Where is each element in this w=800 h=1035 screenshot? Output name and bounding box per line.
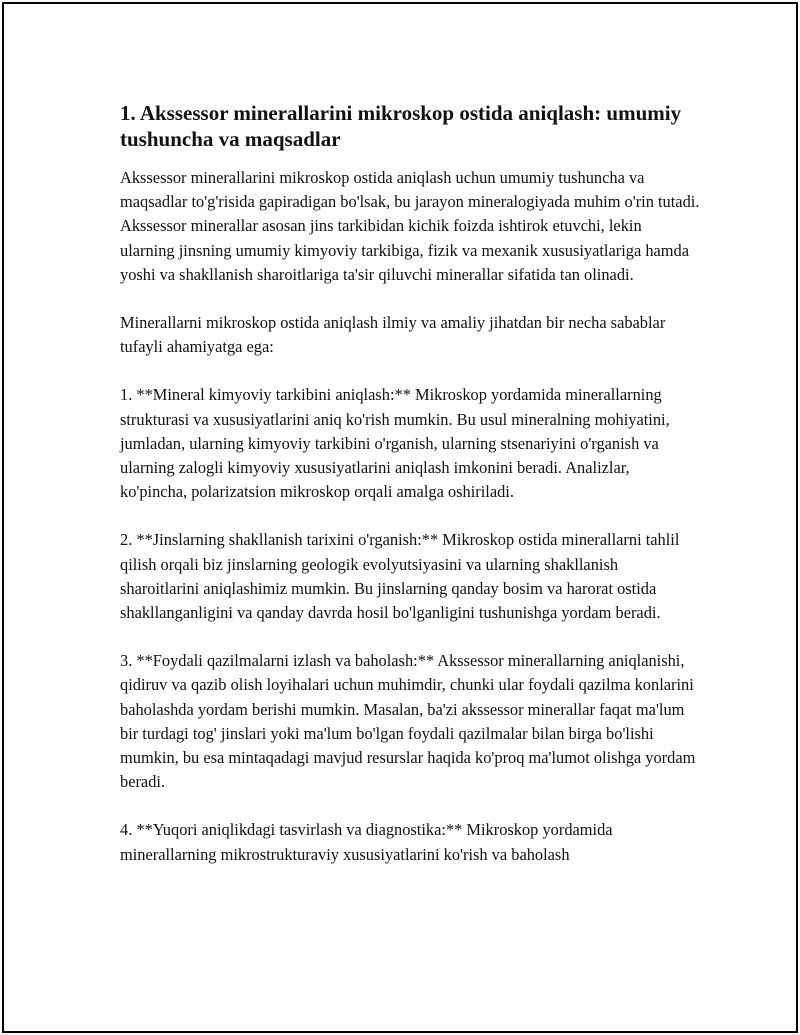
- list-item-mineral-exploration: 3. **Foydali qazilmalarni izlash va baholash:** Akssessor minerallarning aniqlanishi, qidiruv va qazib olish loyihalari uchun muhimdir, chunki ular foydali qazilma konlarini baholashda yordam berishi mumkin. Masalan, ba'zi akssessor minerallar faqat ma'lum bir turdagi tog' jinslari yoki ma'lum bo'lgan foydali qazilmalar bilan birga bo'lishi mumkin, bu esa mintaqadagi mavjud resurslar haqida ko'proq ma'lumot olishga yordam beradi.: [120, 651, 696, 792]
- page-title: 1. Akssessor minerallarini mikroskop ostida aniqlash: umumiy tushuncha va maqsadlar: [120, 101, 682, 151]
- document-body: [120, 100, 700, 891]
- page-frame: [2, 2, 798, 1033]
- list-item-formation-history: 2. **Jinslarning shakllanish tarixini o'rganish:** Mikroskop ostida minerallarni tahlil qilish orqali biz jinslarning geologik evolyutsiyasini va ularning shakllanish sharoitlarini aniqlashimiz mumkin. Bu jinslarning qanday bosim va harorat ostida shakllanganligini va qanday davrda hosil bo'lganligini tushunishga yordam beradi.: [120, 530, 680, 623]
- reasons-intro-paragraph: Minerallarni mikroskop ostida aniqlash ilmiy va amaliy jihatdan bir necha sabablar tufayli ahamiyatga ega:: [120, 313, 666, 357]
- intro-paragraph: Akssessor minerallarini mikroskop ostida aniqlash uchun umumiy tushuncha va maqsadlar to'g'risida gapiradigan bo'lsak, bu jarayon mineralogiyada muhim o'rin tutadi. Akssessor minerallar asosan jins tarkibidan kichik foizda ishtirok etuvchi, lekin ularning jinsning umumiy kimyoviy tarkibiga, fizik va mexanik xususiyatlariga hamda yoshi va shakllanish sharoitlariga ta'sir qiluvchi minerallar sifatida tan olinadi.: [120, 168, 700, 284]
- list-item-chemical-composition: 1. **Mineral kimyoviy tarkibini aniqlash:** Mikroskop yordamida minerallarning strukturasi va xususiyatlarini aniq ko'rish mumkin. Bu usul mineralning mohiyatini, jumladan, ularning kimyoviy tarkibini o'rganish, ularning stsenariyini o'rganish va ularning zalogli kimyoviy xususiyatlarini aniqlash imkonini beradi. Analizlar, ko'pincha, polarizatsion mikroskop orqali amalga oshiriladi.: [120, 385, 670, 502]
- list-item-imaging-diagnostics: 4. **Yuqori aniqlikdagi tasvirlash va diagnostika:** Mikroskop yordamida minerallarning mikrostrukturaviy xususiyatlarini ko'rish va baholash: [120, 820, 613, 864]
